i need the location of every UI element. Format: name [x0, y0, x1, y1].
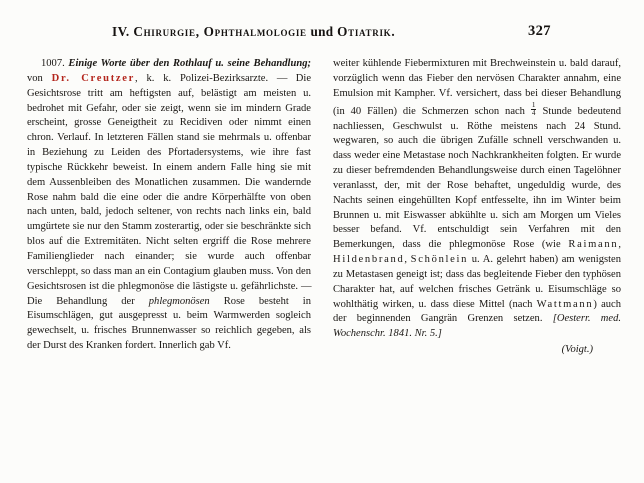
fraction-numerator: 1	[531, 100, 536, 109]
article-paragraph-right: weiter kühlende Fiebermixturen mit Brechweinstein u. bald darauf, vorzüglich wenn das Fieber den nervösen Charakter annahm, eine Emulsion mit Kampher. Vf. versichert, dass bei dieser Behandlung (in 40 Fällen) die Schmerzen schon nach $\frac{1}{4}$ Stunde bedeutend nachliessen, Geschwulst u. Röthe meistens nach 24 Stund. wegwaren, so auch die übrigen Zufälle schnell verschwanden u. dass weder eine Metastase noch Nachkrankheiten folgten. Er wurde zu dieser befremdenden Behandlungsweise durch einen Tagelöhner veranlasst, der, mit der Rose behaftet, ungeduldig wurde, des Nachts seinen eingehüllten Kopf entfesselte, ihn im Winter beim Brunnen u. mit Eiswasser abkühlte u. sich am Morgen um Vieles besser befand. Vf. entschuldigt sein Verfahren mit den Bemerkungen, dass die phlegmonöse Rose (wie Raimann, Hildenbrand, Schönlein u. A. gelehrt haben) am wenigsten zu Metastasen geneigt ist; dass das begleitende Fieber den typhösen Charakter hat, auf welchen frisches Getränk u. Eisumschläge so wohlthätig wirken, u. dass diese Mittel (nach Wattmann) auch der beginnenden Gangrän Grenzen setzen. [Oesterr. med. Wochenschr. 1841. Nr. 5.]	[333, 58, 622, 340]
right-body-part1: weiter kühlende Fiebermixturen mit Brechweinstein u. bald darauf, vorzüglich wenn das Fieber den nervösen Charakter annahm, eine Emulsion mit Kampher. Vf. versichert, dass bei dieser Behandlung (in 40 Fällen) die Schmerzen schon nach	[333, 58, 621, 117]
right-body-part2: Stunde bedeutend nachliessen, Geschwulst u. Röthe meistens nach 24 Stund. wegwaren, so auch die übrigen Zufälle schnell verschwanden u. dass weder eine Metastase noch Nachkrankheiten folgten. Er wurde zu dieser befremdenden Behandlungsweise durch einen Tagelöhner veranlasst, der, mit der Rose behaftet, ungeduldig wurde, des Nachts seinen eingehüllten Kopf entfesselte, ihn im Winter beim Brunnen u. mit Eiswasser abkühlte u. sich am Morgen um Vieles besser befand. Vf. entschuldigt sein Verfahren mit den Bemerkungen, dass die phlegmonöse Rose (wie	[333, 105, 622, 251]
byline-prefix: von	[27, 72, 43, 84]
running-head	[0, 24, 644, 44]
article-paragraph-left	[27, 57, 311, 354]
em-dash-1: —	[276, 72, 287, 84]
page-number: 327	[528, 23, 551, 39]
running-head-title	[112, 24, 512, 40]
cited-name-wattmann: Wattmann	[536, 298, 594, 310]
cited-name-hildenbrand: Hildenbrand	[333, 254, 405, 266]
article-title: Einige Worte über den Rothlauf u. seine Behandlung;	[68, 58, 311, 69]
fraction-denominator: 4	[531, 108, 536, 117]
section-number: IV.	[112, 24, 130, 39]
left-body-part2-italic: phlegmonösen	[148, 295, 210, 307]
article-citation: [Oesterr. med. Wochenschr. 1841. Nr. 5.]	[333, 313, 622, 340]
column-right	[333, 57, 621, 358]
left-body-part1: Die Gesichtsrose tritt am heftigsten auf, belästigt am meisten u. bedrohet mit Gefahr, oder sie zeigt, wenn sie im mindern Grade erscheint, grosse Geneigtheit zu Recidiven oder nimmt einen chron. Verlauf. In letzteren Fällen stand sie mehrmals u. offenbar in Beziehung zu Leiden des Pfortadersystems, wie ihre fast typische Rückkehr beweist. In einem andern Falle hing sie mit dem Aussenbleiben des Monatlichen zusammen. Die wandernde Rose nahm bald die eine oder die andre Körperhälfte von oben nach unten, bald, jedoch seltener, von rechts nach links ein, bald umgürtete sie nur den Stamm zosterartig, oder sie beschränkte sich blos auf die Extremitäten. Nicht selten ergriff die Rose mehrere Familienglieder nach einander; sie wurde auch offenbar verschleppt, so dass man an ein Contagium glauben muss. Von den Gesichtsrosen ist die phlegmonöse die lästigste u. gefährlichste.	[27, 72, 312, 292]
right-body-part4: ) auch der beginnenden Gangrän Grenzen setzen.	[333, 298, 622, 325]
cited-name-raimann: Raimann	[568, 239, 619, 251]
article-number: 1007.	[41, 58, 65, 69]
em-dash-2: —	[300, 280, 311, 292]
fraction-one-quarter	[531, 102, 536, 117]
section-title-conjunction: und	[310, 24, 334, 39]
column-left	[27, 57, 311, 354]
section-title-part1: Chirurgie, Ophthalmologie	[133, 24, 307, 39]
section-title-part2: Otiatrik.	[337, 24, 396, 39]
cited-name-schoenlein: Schönlein	[410, 254, 469, 266]
reviewer-signature: (Voigt.)	[561, 344, 593, 356]
article-author-title: , k. k. Polizei-Bezirksarzte.	[135, 72, 269, 84]
right-body-part3: u. A. gelehrt haben) am wenigsten zu Metastasen geneigt ist; dass das begleitende Fieber den typhösen Charakter hat, auf welchen frisches Getränk u. Eisumschläge so wohlthätig wirken, u. dass diese Mittel (nach	[333, 254, 621, 310]
article-author: Dr. Creutzer	[51, 72, 136, 84]
left-body-part2-lead: Die Behandlung der	[27, 295, 135, 307]
left-body-part2-rest: Rose besteht in Eisumschlägen, gut ausgepresst u. beim Warmwerden sogleich gewechselt, u. frisches Brunnenwasser so reichlich gegeben, als der Durst des Kranken fordert. Innerlich gab Vf.	[27, 295, 312, 352]
